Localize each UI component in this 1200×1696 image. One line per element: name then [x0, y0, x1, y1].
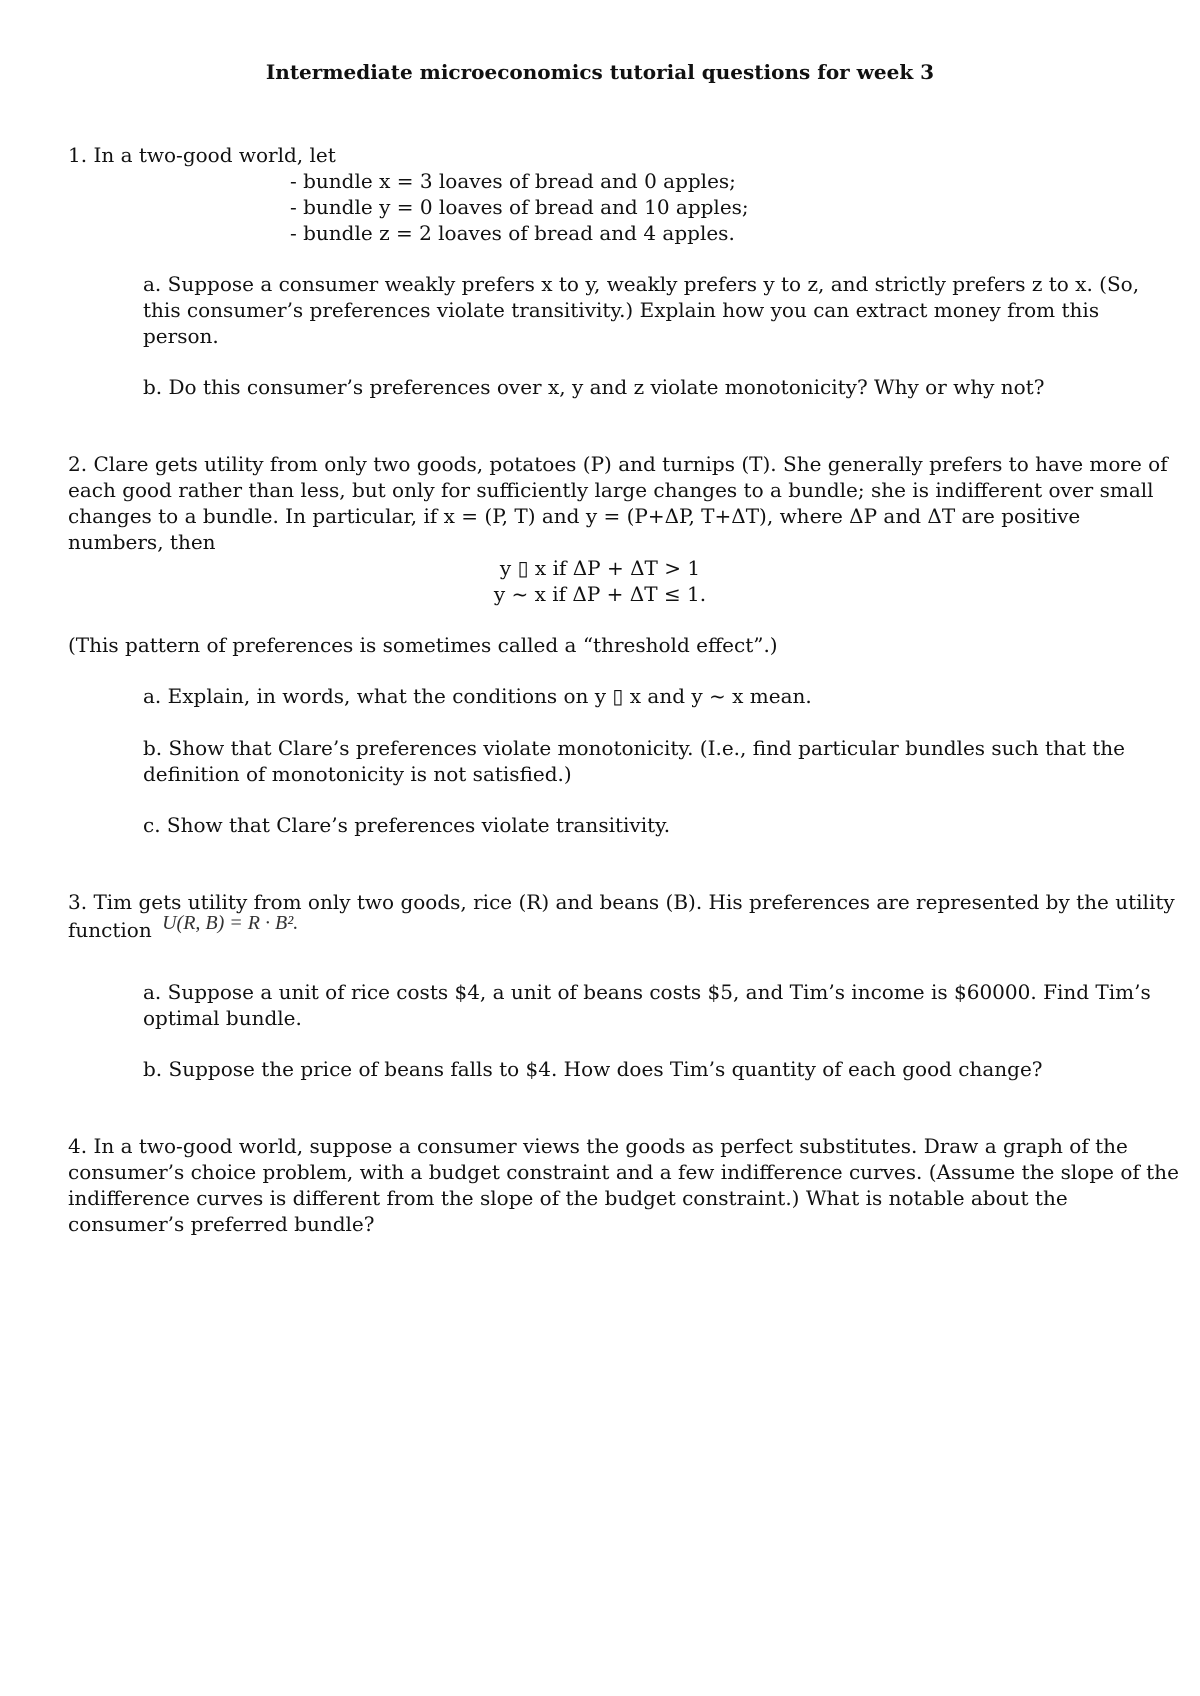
- q2-note: (This pattern of preferences is sometimes called a “threshold effect”.): [68, 633, 778, 657]
- q2b-line-2: definition of monotonicity is not satisfied.): [143, 762, 572, 786]
- q3-line-1: 3. Tim gets utility from only two goods, rice (R) and beans (B). His preferences are represented by the utility: [68, 890, 1175, 914]
- q1a-line-1: a. Suppose a consumer weakly prefers x to y, weakly prefers y to z, and strictly prefers z to x. (So,: [143, 272, 1140, 296]
- q4-line-4: consumer’s preferred bundle?: [68, 1212, 375, 1236]
- q4-line-2: consumer’s choice problem, with a budget constraint and a few indifference curves. (Assume the slope of the: [68, 1160, 1179, 1184]
- q2-condition-indifferent: y ~ x if ΔP + ΔT ≤ 1.: [493, 582, 707, 606]
- q2c: c. Show that Clare’s preferences violate transitivity.: [143, 813, 671, 837]
- q4-line-1: 4. In a two-good world, suppose a consumer views the goods as perfect substitutes. Draw a graph of the: [68, 1134, 1128, 1158]
- q3a-line-1: a. Suppose a unit of rice costs $4, a unit of beans costs $5, and Tim’s income is $60000. Find Tim’s: [143, 980, 1151, 1004]
- page-title: Intermediate microeconomics tutorial questions for week 3: [265, 60, 935, 84]
- q1-intro: 1. In a two-good world, let: [68, 143, 336, 167]
- q3b: b. Suppose the price of beans falls to $4. How does Tim’s quantity of each good change?: [143, 1057, 1043, 1081]
- q3-line-2: [68, 912, 299, 945]
- q2-line-4: numbers, then: [68, 530, 216, 554]
- q2-line-1: 2. Clare gets utility from only two goods, potatoes (P) and turnips (T). She generally prefers to have more of: [68, 452, 1168, 476]
- q1-bundle-x: - bundle x = 3 loaves of bread and 0 apples;: [290, 169, 736, 193]
- q2b-line-1: b. Show that Clare’s preferences violate monotonicity. (I.e., find particular bundles such that the: [143, 736, 1125, 760]
- q3a-line-2: optimal bundle.: [143, 1006, 302, 1030]
- q1-bundle-z: - bundle z = 2 loaves of bread and 4 apples.: [290, 221, 735, 245]
- q1a-line-3: person.: [143, 324, 219, 348]
- utility-formula: U(R, B) = R · B².: [162, 912, 299, 934]
- q2-line-2: each good rather than less, but only for sufficiently large changes to a bundle; she is indifferent over small: [68, 478, 1154, 502]
- q1a-line-2: this consumer’s preferences violate transitivity.) Explain how you can extract money from this: [143, 298, 1100, 322]
- q4-line-3: indifference curves is different from the slope of the budget constraint.) What is notable about the: [68, 1186, 1068, 1210]
- q3-function-label: function: [68, 918, 152, 942]
- q2-condition-strict: y ▯ x if ΔP + ΔT > 1: [499, 556, 701, 580]
- q2a: a. Explain, in words, what the conditions on y ▯ x and y ~ x mean.: [143, 684, 812, 708]
- q2-line-3: changes to a bundle. In particular, if x = (P, T) and y = (P+ΔP, T+ΔT), where ΔP and ΔT are positive: [68, 504, 1081, 528]
- q1-bundle-y: - bundle y = 0 loaves of bread and 10 apples;: [290, 195, 749, 219]
- q1b: b. Do this consumer’s preferences over x, y and z violate monotonicity? Why or why not?: [143, 375, 1045, 399]
